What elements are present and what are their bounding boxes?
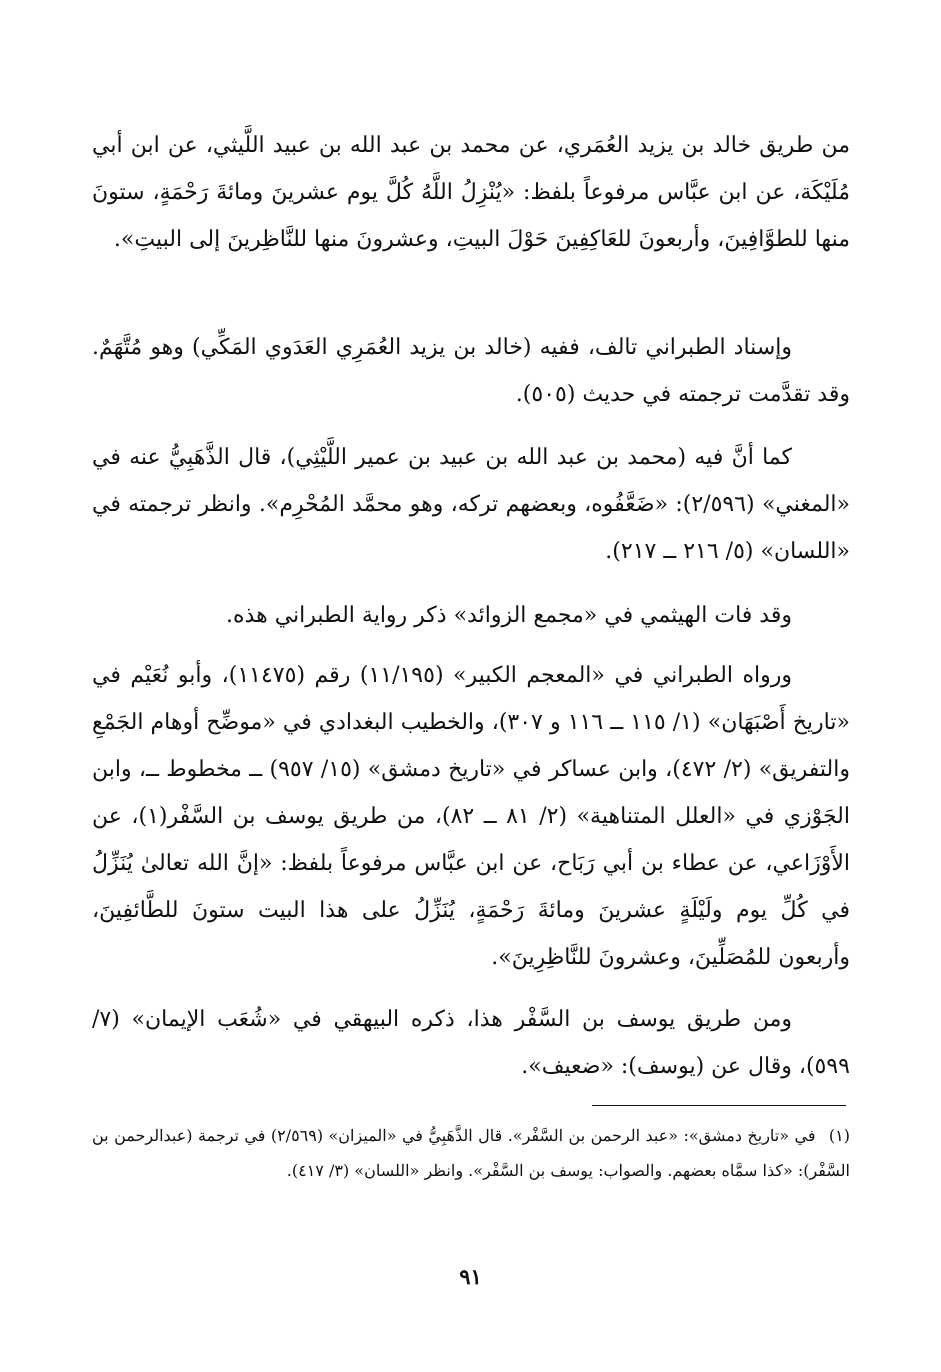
footnote-separator (592, 1105, 846, 1106)
footnote-text: في «تاريخ دمشق»: «عبد الرحمن بن السَّفْر». قال الذَّهَبِيُّ في «الميزان» (٢/٥٦٩) في ترجمة (عبدالرحمن بن السَّفْر): «كذا سمَّاه بعضهم. والصواب: يوسف بن السَّفْر». وانظر «اللسان» (٣/ ٤١٧). (92, 1126, 850, 1180)
page-number: ٩١ (459, 1264, 482, 1289)
main-text-block (92, 324, 850, 418)
footnote-number: (١) (828, 1126, 850, 1145)
paragraph-6: ومن طريق يوسف بن السَّفْر هذا، ذكره البيهقي في «شُعَب الإيمان» (٧/ ٥٩٩)، وقال عن (يوسف): «ضعيف». (92, 1007, 850, 1079)
paragraph-3: كما أنَّ فيه (محمد بن عبد الله بن عبيد بن عمير اللَّيْثِي)، قال الذَّهَبِيُّ عنه في «المغني» (٢/٥٩٦): «ضَعَّفُوه، وبعضهم تركه، وهو محمَّد المُحْرِم». وانظر ترجمته في «اللسان» (٥/ ٢١٦ ــ ٢١٧). (92, 445, 850, 564)
main-text-block (92, 434, 850, 575)
footnote (92, 1118, 850, 1188)
paragraph-5: ورواه الطبراني في «المعجم الكبير» (١١/١٩٥) رقم (١١٤٧٥)، وأبو نُعَيْم في «تاريخ أَصْبَهَان» (١/ ١١٥ ــ ١١٦ و ٣٠٧)، والخطيب البغدادي في «موضِّح أوهام الجَمْعِ والتفريق» (٢/ ٤٧٢)، وابن عساكر في «تاريخ دمشق» (١٥/ ٩٥٧) ــ مخطوط ــ، وابن الجَوْزي في «العلل المتناهية» (٢/ ٨١ ــ ٨٢)، من طريق يوسف بن السَّفْر(١)، عن الأَوْزَاعي، عن عطاء بن أبي رَبَاح، عن ابن عبَّاس مرفوعاً بلفظ: «إنَّ الله تعالىٰ يُنَزِّلُ في كُلِّ يوم ولَيْلَةٍ عشرينَ ومائةَ رَحْمَةٍ، يُنَزِّلُ على هذا البيت ستونَ للطَّائفِينَ، وأربعون للمُصَلِّينَ، وعشرونَ للنَّاظِرِينَ». (92, 663, 850, 970)
paragraph-4: وقد فات الهيثمي في «مجمع الزوائد» ذكر رواية الطبراني هذه. (226, 603, 792, 628)
main-text-block (92, 996, 850, 1090)
main-text-block (92, 652, 850, 981)
paragraph-2: وإسناد الطبراني تالف، ففيه (خالد بن يزيد العُمَرِي العَدَوي المَكِّي) وهو مُتَّهَمٌ. وقد تقدَّمت ترجمته في حديث (٥٠٥). (92, 335, 850, 407)
paragraph-1: من طريق خالد بن يزيد العُمَري، عن محمد بن عبد الله بن عبيد اللَّيثي، عن ابن أبي مُلَيْكَة، عن ابن عبَّاس مرفوعاً بلفظ: «يُنْزِلُ اللَّهُ كُلَّ يوم عشرينَ ومائةَ رَحْمَةٍ، ستونَ منها للطوَّافِينَ، وأربعونَ للعَاكِفِينَ حَوْلَ البيتِ، وعشرونَ منها للنَّاظِرينَ إلى البيتِ». (92, 133, 850, 252)
main-text-block (92, 122, 850, 263)
main-text-block (92, 592, 850, 639)
